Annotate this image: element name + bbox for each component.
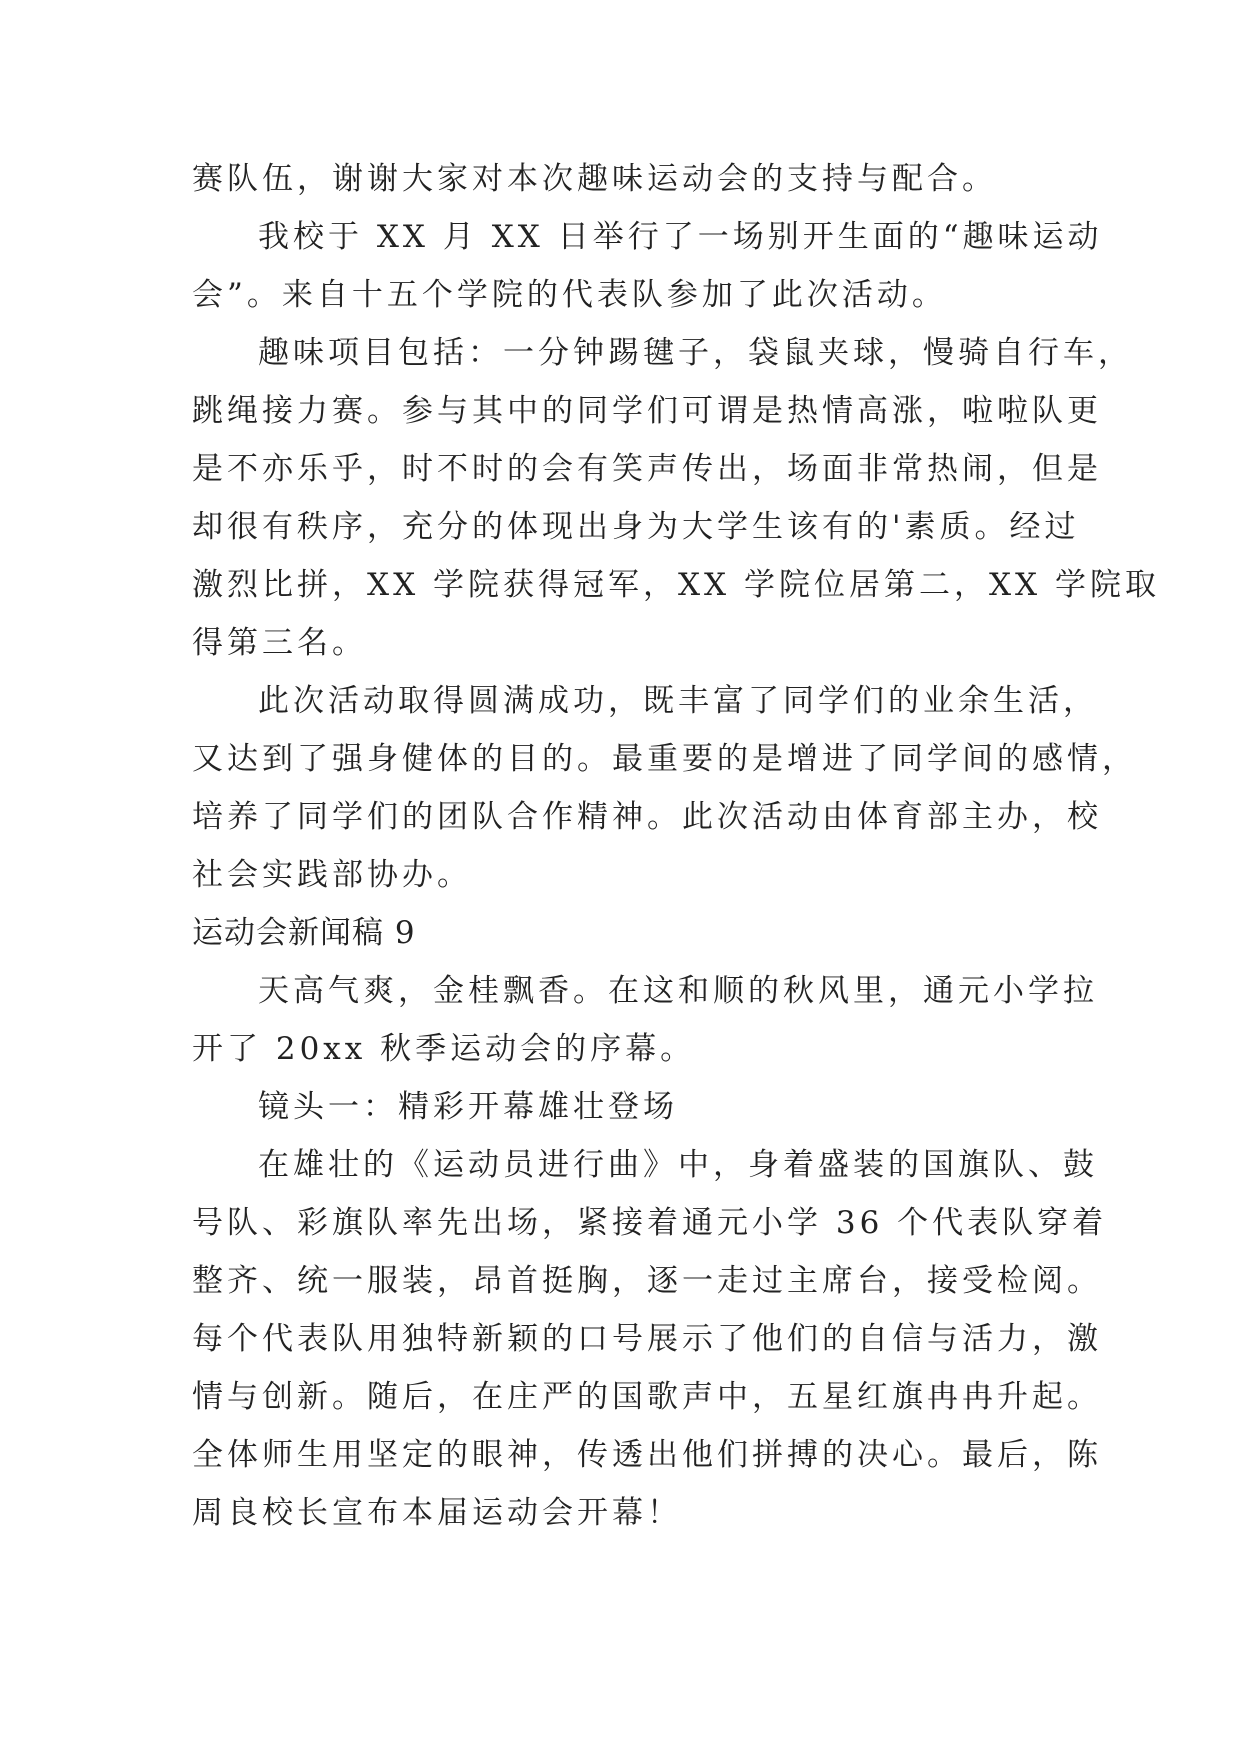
subheading-line: 镜头一：精彩开幕雄壮登场 [258,1089,678,1125]
text-line: 情与创新。随后，在庄严的国歌声中，五星红旗冉冉升起。 [192,1379,1102,1415]
text-line: 我校于 XX 月 XX 日举行了一场别开生面的“趣味运动 [258,219,1103,255]
text-line: 跳绳接力赛。参与其中的同学们可谓是热情高涨，啦啦队更 [192,393,1102,429]
text-line: 会”。来自十五个学院的代表队参加了此次活动。 [192,277,947,313]
text-line: 却很有秩序，充分的体现出身为大学生该有的'素质。经过 [192,509,1080,545]
text-line: 社会实践部协办。 [192,857,472,893]
text-line: 天高气爽，金桂飘香。在这和顺的秋风里，通元小学拉 [258,973,1098,1009]
text-line: 赛队伍，谢谢大家对本次趣味运动会的支持与配合。 [192,161,997,197]
section-heading: 运动会新闻稿 9 [192,915,416,951]
text-line: 开了 20xx 秋季运动会的序幕。 [192,1031,696,1067]
text-line: 此次活动取得圆满成功，既丰富了同学们的业余生活， [258,683,1098,719]
article-body [192,150,1160,1542]
text-line: 激烈比拼，XX 学院获得冠军，XX 学院位居第二，XX 学院取 [192,567,1160,603]
text-line: 整齐、统一服装，昂首挺胸，逐一走过主席台，接受检阅。 [192,1263,1102,1299]
text-line: 在雄壮的《运动员进行曲》中，身着盛装的国旗队、鼓 [258,1147,1098,1183]
text-line: 周良校长宣布本届运动会开幕！ [192,1495,682,1531]
text-line: 号队、彩旗队率先出场，紧接着通元小学 36 个代表队穿着 [192,1205,1108,1241]
text-line: 培养了同学们的团队合作精神。此次活动由体育部主办，校 [192,799,1102,835]
text-line: 趣味项目包括：一分钟踢毽子，袋鼠夹球，慢骑自行车， [258,335,1133,371]
text-line: 全体师生用坚定的眼神，传透出他们拼搏的决心。最后，陈 [192,1437,1102,1473]
text-line: 是不亦乐乎，时不时的会有笑声传出，场面非常热闹，但是 [192,451,1102,487]
text-line: 得第三名。 [192,625,367,661]
text-line: 又达到了强身健体的目的。最重要的是增进了同学间的感情， [192,741,1137,777]
text-line: 每个代表队用独特新颖的口号展示了他们的自信与活力，激 [192,1321,1102,1357]
